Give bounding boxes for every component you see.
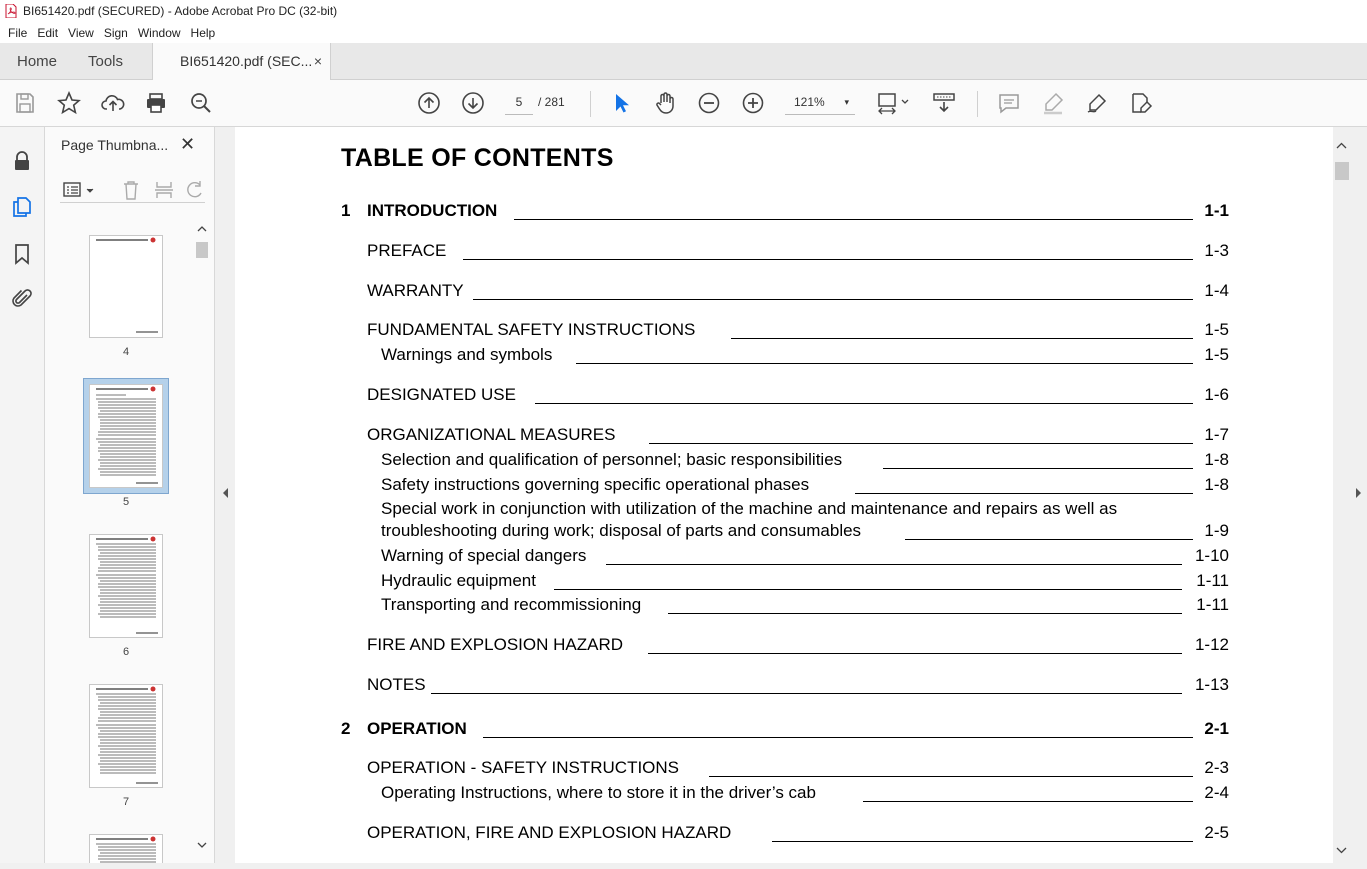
toc-leader-line — [483, 737, 1193, 738]
toc-page-number: 1-8 — [1204, 450, 1229, 469]
print-icon[interactable] — [143, 90, 169, 116]
toc-leader-line — [473, 299, 1193, 300]
toc-entry[interactable]: troubleshooting during work; disposal of parts and consumables — [381, 521, 862, 540]
bookmarks-icon[interactable] — [10, 242, 34, 266]
toc-page-number: 1-12 — [1194, 635, 1229, 654]
tab-document[interactable] — [152, 43, 331, 80]
toc-entry[interactable]: FIRE AND EXPLOSION HAZARD — [367, 635, 623, 654]
page-thumbnail[interactable] — [89, 235, 163, 338]
toc-leader-line — [648, 653, 1182, 654]
toc-leader-line — [855, 493, 1193, 494]
tab-close-icon[interactable]: × — [313, 53, 322, 69]
thumbnails-scrollbar[interactable] — [195, 222, 209, 852]
toc-chapter-number: 2 — [341, 719, 351, 738]
zoom-level-value: 121% — [794, 95, 825, 109]
toc-leader-line — [463, 259, 1193, 260]
page-fit-icon[interactable] — [876, 90, 912, 116]
close-icon[interactable]: ✕ — [180, 134, 196, 154]
toc-leader-line — [772, 841, 1193, 842]
fill-sign-icon[interactable] — [1128, 90, 1154, 116]
toc-entry[interactable]: PREFACE — [367, 241, 447, 260]
toc-entry[interactable]: Warnings and symbols — [381, 345, 553, 364]
toc-entry[interactable]: Special work in conjunction with utilization of the machine and maintenance and repairs as well as — [381, 499, 1118, 518]
toolbar-divider — [590, 91, 591, 117]
toc-page-number: 1-13 — [1194, 675, 1229, 694]
highlight-pen-icon[interactable] — [1040, 90, 1066, 116]
toc-leader-line — [709, 776, 1193, 777]
find-zoom-icon[interactable] — [188, 90, 214, 116]
options-menu-icon[interactable] — [62, 180, 96, 205]
next-page-icon[interactable] — [460, 90, 486, 116]
toc-leader-line — [606, 564, 1182, 565]
toc-entry[interactable]: OPERATION, FIRE AND EXPLOSION HAZARD — [367, 823, 732, 842]
toc-page-number: 2-4 — [1204, 783, 1229, 802]
toc-page-number: 1-3 — [1204, 241, 1229, 260]
zoom-in-icon[interactable] — [740, 90, 766, 116]
menu-sign[interactable]: Sign — [103, 25, 128, 40]
toc-leader-line — [554, 589, 1182, 590]
toc-entry[interactable]: Warning of special dangers — [381, 546, 587, 565]
toc-page-number: 1-4 — [1204, 281, 1229, 300]
panel-toolbar — [60, 177, 205, 203]
navigation-rail — [0, 127, 45, 863]
document-page — [235, 127, 1333, 863]
menu-bar — [0, 22, 1367, 43]
window-title: BI651420.pdf (SECURED) - Adobe Acrobat Pro DC (32-bit) — [23, 4, 338, 18]
page-total: / 281 — [538, 95, 565, 109]
toolbar — [0, 80, 1367, 127]
page-thumbnail[interactable] — [89, 384, 163, 488]
thumbnail-page-number: 5 — [122, 496, 130, 508]
toc-leader-line — [576, 363, 1193, 364]
tab-bar — [0, 43, 1367, 80]
toc-leader-line — [731, 338, 1193, 339]
toolbar-divider — [977, 91, 978, 117]
toc-leader-line — [431, 693, 1182, 694]
toc-leader-line — [649, 443, 1193, 444]
page-thumbnail[interactable] — [89, 834, 163, 863]
toc-page-number: 1-1 — [1204, 201, 1229, 220]
panel-title: Page Thumbna... — [61, 137, 169, 153]
attachments-icon[interactable] — [10, 287, 34, 311]
scrollbar-thumb[interactable] — [1335, 162, 1349, 180]
toc-entry[interactable]: Transporting and recommissioning — [381, 595, 642, 614]
toc-page-number: 1-5 — [1204, 345, 1229, 364]
select-cursor-icon[interactable] — [608, 90, 634, 116]
delete-icon[interactable] — [120, 179, 142, 206]
toc-entry[interactable]: Safety instructions governing specific operational phases — [381, 475, 810, 494]
menu-edit[interactable]: Edit — [37, 25, 59, 40]
toc-leader-line — [905, 539, 1193, 540]
toc-leader-line — [535, 403, 1193, 404]
tab-home[interactable]: Home — [17, 53, 58, 70]
comment-icon[interactable] — [996, 90, 1022, 116]
upload-cloud-icon[interactable] — [100, 90, 126, 116]
toc-chapter-number: 1 — [341, 201, 351, 220]
menu-help[interactable]: Help — [190, 25, 216, 40]
menu-file[interactable]: File — [8, 25, 28, 40]
tab-document-label: BI651420.pdf (SEC... — [180, 53, 313, 69]
menu-view[interactable]: View — [68, 25, 94, 40]
toc-leader-line — [668, 613, 1182, 614]
toc-leader-line — [514, 219, 1193, 220]
toc-page-number: 2-3 — [1204, 758, 1229, 777]
toc-page-number: 1-8 — [1204, 475, 1229, 494]
draw-pen-icon[interactable] — [1084, 90, 1110, 116]
toc-entry[interactable]: WARRANTY — [367, 281, 464, 300]
toc-entry[interactable]: ORGANIZATIONAL MEASURES — [367, 425, 616, 444]
zoom-level-select[interactable] — [785, 90, 855, 115]
thumbnail-page-number: 6 — [122, 646, 130, 658]
pdf-file-icon — [5, 4, 17, 18]
document-viewer[interactable] — [235, 127, 1333, 863]
menu-window[interactable]: Window — [137, 25, 181, 40]
toc-entry[interactable]: FUNDAMENTAL SAFETY INSTRUCTIONS — [367, 320, 696, 339]
title-bar — [0, 0, 1367, 22]
toc-entry[interactable]: OPERATION - SAFETY INSTRUCTIONS — [367, 758, 680, 777]
toc-page-number: 1-6 — [1204, 385, 1229, 404]
zoom-out-icon[interactable] — [696, 90, 722, 116]
right-panel-toggle[interactable] — [1350, 127, 1367, 863]
page-thumbnails-panel — [45, 127, 215, 863]
document-scrollbar[interactable] — [1333, 127, 1350, 863]
page-number-input[interactable]: 5 — [505, 90, 533, 115]
toc-entry[interactable]: Hydraulic equipment — [381, 571, 536, 590]
bookmark-star-icon[interactable] — [56, 90, 82, 116]
toc-entry[interactable]: Operating Instructions, where to store it in the driver’s cab — [381, 783, 816, 802]
thumbnail-page-number: 7 — [122, 796, 130, 808]
toc-page-number: 1-11 — [1196, 571, 1229, 590]
insert-pages-icon[interactable] — [153, 179, 175, 206]
toc-leader-line — [863, 801, 1193, 802]
toc-page-number: 1-9 — [1204, 521, 1229, 540]
chevron-down-icon: ▾ — [844, 97, 849, 107]
scrolling-mode-icon[interactable] — [931, 90, 957, 116]
hand-tool-icon[interactable] — [652, 90, 678, 116]
toc-page-number: 2-5 — [1204, 823, 1229, 842]
toc-entry[interactable]: Selection and qualification of personnel; basic responsibilities — [381, 450, 843, 469]
tab-tools[interactable]: Tools — [88, 53, 124, 70]
toc-entry[interactable]: DESIGNATED USE — [367, 385, 516, 404]
toc-entry[interactable]: INTRODUCTION — [367, 201, 498, 220]
toc-page-number: 1-5 — [1204, 320, 1229, 339]
toc-title: TABLE OF CONTENTS — [341, 144, 614, 172]
rotate-icon[interactable] — [185, 179, 205, 206]
lock-icon[interactable] — [10, 149, 34, 173]
toc-entry[interactable]: OPERATION — [367, 719, 467, 738]
toc-page-number: 1-10 — [1194, 546, 1229, 565]
page-thumbnail[interactable] — [89, 534, 163, 638]
page-thumbnail[interactable] — [89, 684, 163, 788]
panel-splitter[interactable] — [215, 127, 235, 863]
toc-page-number: 1-11 — [1196, 595, 1229, 614]
previous-page-icon[interactable] — [416, 90, 442, 116]
page-thumbnails-icon[interactable] — [10, 195, 34, 219]
toc-page-number: 2-1 — [1204, 719, 1229, 738]
toc-leader-line — [883, 468, 1193, 469]
toc-page-number: 1-7 — [1204, 425, 1229, 444]
toc-entry[interactable]: NOTES — [367, 675, 426, 694]
save-icon[interactable] — [12, 90, 38, 116]
thumbnail-page-number: 4 — [122, 346, 130, 358]
